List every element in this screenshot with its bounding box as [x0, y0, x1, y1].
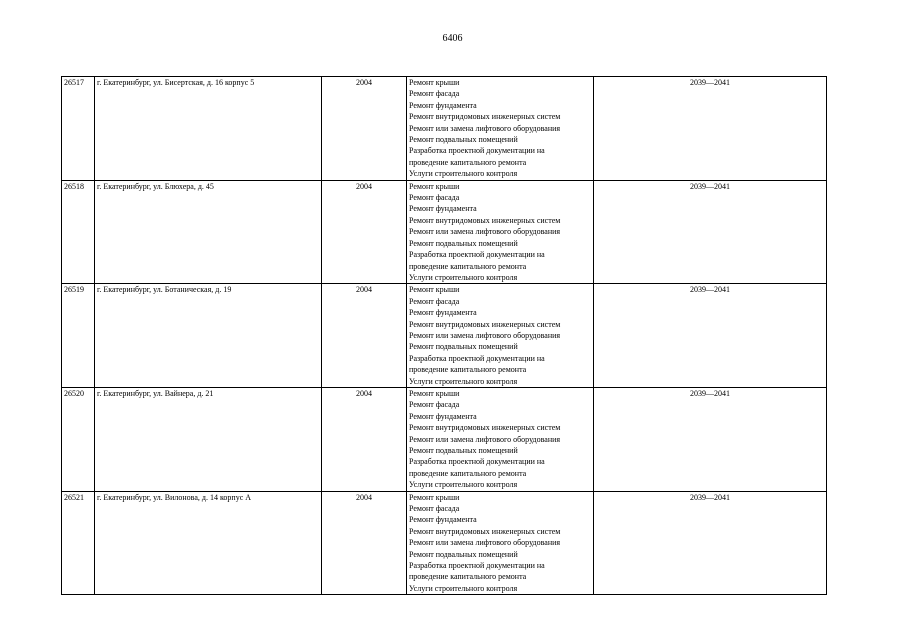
work-item: Ремонт внутридомовых инженерных систем: [409, 526, 561, 536]
work-item: Разработка проектной документации на: [409, 561, 545, 571]
works-list-cell: [407, 491, 594, 595]
work-item: Разработка проектной документации на: [409, 457, 545, 467]
year-cell: 2004: [322, 284, 407, 388]
year-cell: 2004: [322, 491, 407, 595]
work-item: Ремонт или замена лифтового оборудования: [409, 434, 561, 444]
work-item: Ремонт фундамента: [409, 515, 477, 525]
work-item: Ремонт подвальных помещений: [409, 135, 518, 145]
works-list-cell: [407, 77, 594, 181]
work-item: Ремонт или замена лифтового оборудования: [409, 123, 561, 133]
address-cell: г. Екатеринбург, ул. Ботаническая, д. 19: [95, 284, 322, 388]
work-item: Услуги строительного контроля: [409, 272, 518, 282]
work-item: проведение капитального ремонта: [409, 572, 527, 582]
record-number-cell: 26520: [62, 387, 95, 491]
works-list-cell: [407, 387, 594, 491]
work-item: Ремонт фундамента: [409, 204, 477, 214]
table-row: [62, 387, 827, 491]
work-item: Ремонт фасада: [409, 89, 460, 99]
address-cell: г. Екатеринбург, ул. Блюхера, д. 45: [95, 180, 322, 284]
work-item: Ремонт фасада: [409, 504, 460, 514]
table-row: [62, 77, 827, 181]
table-row: [62, 491, 827, 595]
work-item: Ремонт или замена лифтового оборудования: [409, 330, 561, 340]
work-item: Ремонт крыши: [409, 285, 460, 295]
address-cell: г. Екатеринбург, ул. Вайнера, д. 21: [95, 387, 322, 491]
work-item: Ремонт крыши: [409, 388, 460, 398]
year-cell: 2004: [322, 387, 407, 491]
year-cell: 2004: [322, 77, 407, 181]
work-item: Услуги строительного контроля: [409, 169, 518, 179]
work-item: Ремонт подвальных помещений: [409, 446, 518, 455]
work-item: Ремонт подвальных помещений: [409, 238, 518, 248]
work-item: проведение капитального ремонта: [409, 365, 527, 375]
work-item: Ремонт фасада: [409, 193, 460, 203]
work-item: Услуги строительного контроля: [409, 376, 518, 386]
work-item: Ремонт крыши: [409, 78, 460, 87]
work-item: Разработка проектной документации на: [409, 250, 545, 260]
work-item: Ремонт или замена лифтового оборудования: [409, 538, 561, 548]
repair-period-cell: 2039—2041: [594, 387, 827, 491]
table-row: [62, 180, 827, 284]
work-item: Ремонт фундамента: [409, 411, 477, 421]
table-row: [62, 284, 827, 388]
record-number-cell: 26521: [62, 491, 95, 595]
work-item: Ремонт внутридомовых инженерных систем: [409, 112, 561, 122]
work-item: Ремонт фасада: [409, 400, 460, 410]
record-number-cell: 26518: [62, 180, 95, 284]
work-item: проведение капитального ремонта: [409, 468, 527, 478]
work-item: Ремонт или замена лифтового оборудования: [409, 227, 561, 237]
work-item: Услуги строительного контроля: [409, 583, 518, 593]
registry-table-body: [62, 77, 827, 595]
record-number-cell: 26519: [62, 284, 95, 388]
year-cell: 2004: [322, 180, 407, 284]
page-number: 6406: [442, 33, 463, 44]
repair-period-cell: 2039—2041: [594, 180, 827, 284]
work-item: Ремонт подвальных помещений: [409, 549, 518, 559]
work-item: Ремонт фундамента: [409, 308, 477, 318]
work-item: Ремонт фасада: [409, 296, 460, 306]
works-list-cell: [407, 180, 594, 284]
work-item: Услуги строительного контроля: [409, 480, 518, 490]
repair-period-cell: 2039—2041: [594, 491, 827, 595]
work-item: Ремонт крыши: [409, 492, 460, 502]
works-list-cell: [407, 284, 594, 388]
repair-period-cell: 2039—2041: [594, 284, 827, 388]
work-item: проведение капитального ремонта: [409, 261, 527, 271]
work-item: Ремонт фундамента: [409, 100, 477, 110]
work-item: Ремонт внутридомовых инженерных систем: [409, 319, 561, 329]
work-item: Ремонт внутридомовых инженерных систем: [409, 423, 561, 433]
work-item: Ремонт внутридомовых инженерных систем: [409, 215, 561, 225]
work-item: Разработка проектной документации на: [409, 146, 545, 156]
work-item: проведение капитального ремонта: [409, 157, 527, 167]
work-item: Разработка проектной документации на: [409, 353, 545, 363]
address-cell: г. Екатеринбург, ул. Бисертская, д. 16 корпус 5: [95, 77, 322, 181]
record-number-cell: 26517: [62, 77, 95, 181]
registry-table: [61, 76, 827, 595]
work-item: Ремонт подвальных помещений: [409, 342, 518, 352]
repair-period-cell: 2039—2041: [594, 77, 827, 181]
work-item: Ремонт крыши: [409, 181, 460, 191]
address-cell: г. Екатеринбург, ул. Вилонова, д. 14 корпус А: [95, 491, 322, 595]
